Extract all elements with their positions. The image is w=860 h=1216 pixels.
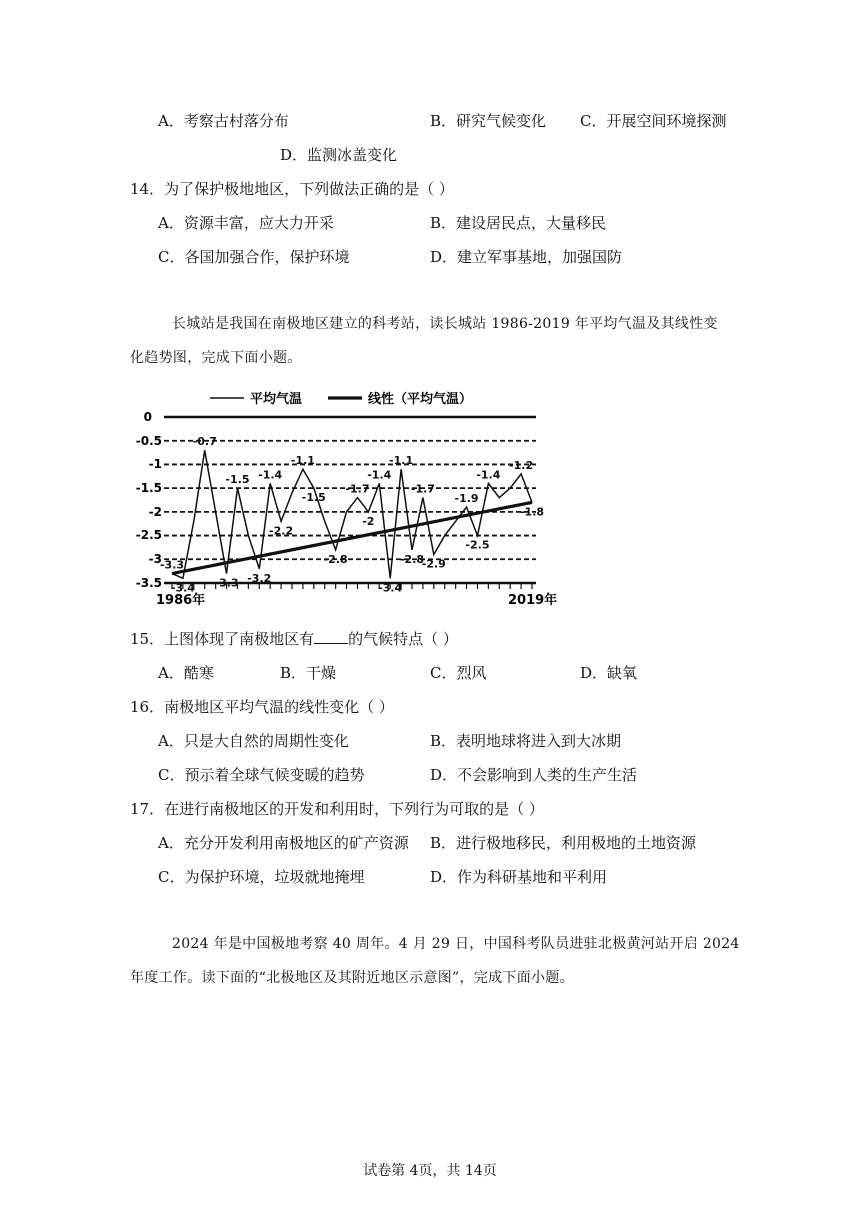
temperature-chart (128, 382, 568, 612)
data-label: -1.9 (454, 492, 479, 506)
q16-option-a: A．只是大自然的周期性变化 (158, 732, 349, 750)
y-tick-neg3: -3 (148, 552, 162, 566)
data-label: -2.9 (421, 557, 446, 571)
x-label-end: 2019年 (508, 593, 558, 608)
data-label: -3.3 (159, 558, 185, 572)
data-label: -2.2 (269, 524, 294, 538)
q14-stem: 14．为了保护极地地区，下列做法正确的是（ ） (130, 180, 454, 198)
data-label: -3.3 (214, 576, 239, 590)
data-label: -2.5 (465, 538, 490, 552)
data-label: -3.4 (378, 581, 403, 595)
q15-option-d: D．缺氧 (580, 664, 638, 682)
data-label: -1.4 (476, 468, 501, 482)
y-tick-neg1-5: -1.5 (135, 481, 162, 495)
q15-option-b: B．干燥 (280, 664, 337, 682)
q14-option-b: B．建设居民点，大量移民 (430, 214, 607, 232)
data-label: -1.1 (389, 454, 414, 468)
q17-option-c: C．为保护环境，垃圾就地掩埋 (158, 868, 365, 886)
q13-option-a: A．考察古村落分布 (158, 112, 289, 130)
y-tick-neg3-5: -3.5 (135, 576, 162, 590)
q15-blank (314, 629, 348, 644)
q17-option-a: A．充分开发利用南极地区的矿产资源 (158, 834, 409, 852)
page-footer: 试卷第 4页，共 14页 (363, 1163, 497, 1179)
q15-stem-post: 的气候特点（ ） (348, 630, 458, 648)
y-tick-neg2: -2 (148, 505, 162, 519)
q15-option-c: C．烈风 (430, 664, 487, 682)
q16-option-d: D．不会影响到人类的生产生活 (430, 766, 638, 784)
data-label: -1.4 (367, 468, 392, 482)
q15-stem (130, 629, 458, 649)
data-label: -1.4 (258, 468, 283, 482)
y-tick-neg0-5: -0.5 (135, 434, 162, 448)
data-label: -1.8 (519, 505, 545, 519)
q16-option-b: B．表明地球将进入到大冰期 (430, 732, 622, 750)
data-label: -1.1 (290, 454, 315, 468)
q14-option-c: C．各国加强合作，保护环境 (158, 248, 350, 266)
q15-option-a: A．酷寒 (158, 664, 214, 682)
y-tick-0: 0 (143, 410, 152, 424)
data-label: -1.5 (301, 491, 326, 505)
legend-label-linear: 线性（平均气温） (368, 392, 473, 407)
intro2-line2: 年度工作。读下面的“北极地区及其附近地区示意图”，完成下面小题。 (130, 970, 574, 986)
data-label: -3.4 (170, 581, 195, 595)
intro2-line1: 2024 年是中国极地考察 40 周年。4 月 29 日，中国科考队员进驻北极黄河站开启 2024 (172, 936, 740, 952)
legend-label-avg: 平均气温 (250, 392, 303, 407)
q16-option-c: C．预示着全球气候变暖的趋势 (158, 766, 365, 784)
chart-point-labels (160, 435, 544, 594)
temperature-chart-svg (128, 382, 568, 612)
q14-option-a: A．资源丰富，应大力开采 (158, 214, 334, 232)
q17-option-b: B．进行极地移民，利用极地的土地资源 (430, 834, 697, 852)
q17-option-d: D．作为科研基地和平利用 (430, 868, 608, 886)
data-label: -2.8 (399, 552, 425, 566)
data-label: -0.7 (192, 435, 217, 449)
q13-option-b: B．研究气候变化 (430, 112, 547, 130)
intro1-line2: 化趋势图，完成下面小题。 (130, 350, 302, 366)
x-label-start: 1986年 (156, 593, 206, 608)
data-label: -1.7 (410, 482, 435, 496)
data-label: -1.7 (345, 482, 370, 496)
data-label: -2 (362, 514, 375, 528)
q13-option-c: C．开展空间环境探测 (580, 112, 727, 130)
q15-stem-pre: 15．上图体现了南极地区有 (130, 630, 315, 648)
intro1-line1: 长城站是我国在南极地区建立的科考站，读长城站 1986-2019 年平均气温及其线性变 (172, 316, 718, 332)
q14-option-d: D．建立军事基地，加强国防 (430, 248, 623, 266)
y-tick-neg1: -1 (148, 457, 162, 471)
data-label: -3.2 (247, 571, 272, 585)
data-label: -2.8 (323, 552, 348, 566)
data-label: -1.5 (225, 473, 250, 487)
y-tick-neg2-5: -2.5 (135, 528, 162, 542)
data-label: -1.2 (509, 458, 534, 472)
q16-stem: 16．南极地区平均气温的线性变化（ ） (130, 698, 394, 716)
q13-option-d: D．监测冰盖变化 (280, 146, 398, 164)
q17-stem: 17．在进行南极地区的开发和利用时，下列行为可取的是（ ） (130, 800, 544, 818)
